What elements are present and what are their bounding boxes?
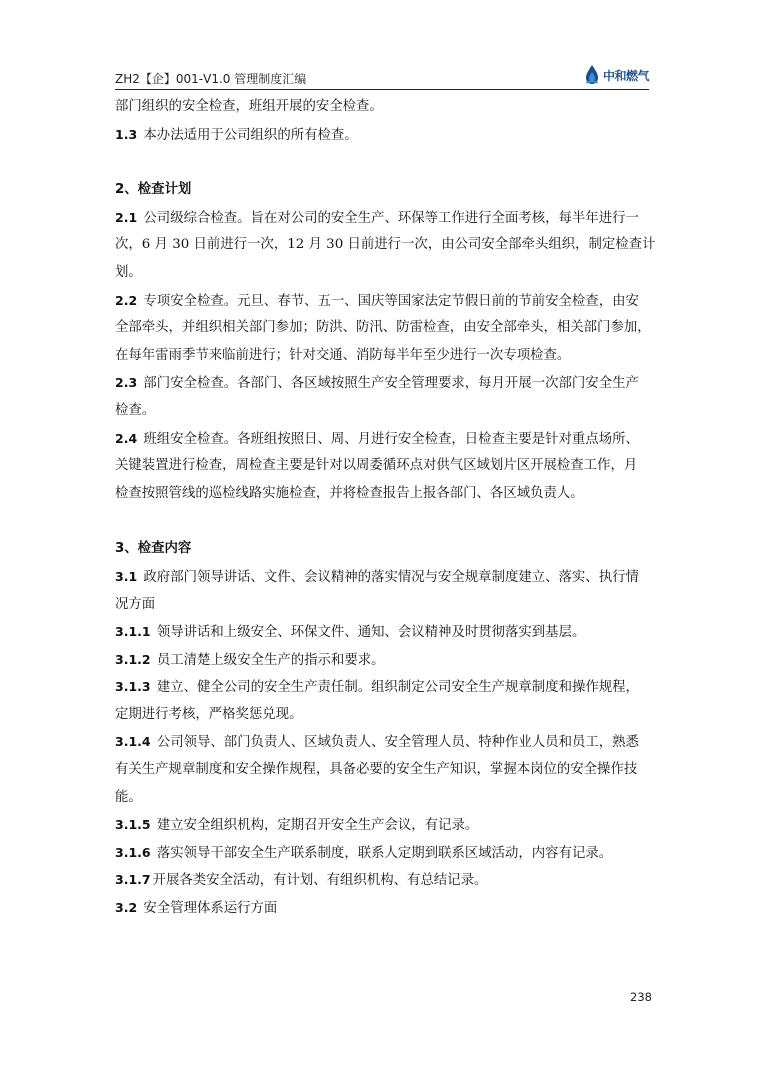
header-divider <box>115 89 649 90</box>
paragraph-line: 3.1.2 员工清楚上级安全生产的指示和要求。 <box>115 651 385 668</box>
paragraph-line: 检查按照管线的巡检线路实施检查，并将检查报告上报各部门、各区域负责人。 <box>115 485 584 501</box>
clause-number: 2.4 <box>115 430 138 446</box>
section-heading: 2、检查计划 <box>115 182 192 198</box>
paragraph-line: 全部牵头，并组织相关部门参加；防洪、防汛、防雷检查，由安全部牵头，相关部门参加， <box>115 320 651 336</box>
paragraph-line: 部门组织的安全检查，班组开展的安全检查。 <box>115 99 383 114</box>
clause-number: 3.1 <box>115 568 138 584</box>
clause-number: 1.3 <box>115 126 138 142</box>
paragraph-line: 定期进行考核，严格奖惩兑现。 <box>115 706 303 722</box>
paragraph-line: 3.1.1 领导讲话和上级安全、环保文件、通知、会议精神及时贯彻落实到基层。 <box>115 624 586 641</box>
clause-number: 3.1.2 <box>115 651 151 667</box>
document-body <box>115 93 655 922</box>
paragraph-line: 2.1 公司级综合检查。旨在对公司的安全生产、环保等工作进行全面考核，每半年进行一 <box>115 209 639 226</box>
paragraph-line: 3.1.7 开展各类安全活动，有计划、有组织机构、有总结记录。 <box>115 872 488 889</box>
company-logo <box>584 62 649 88</box>
paragraph-line: 在每年雷雨季节来临前进行；针对交通、消防每半年至少进行一次专项检查。 <box>115 347 571 363</box>
paragraph-line: 3.1.3 建立、健全公司的安全生产责任制。组织制定公司安全生产规章制度和操作规程， <box>115 679 639 696</box>
clause-number: 2.2 <box>115 292 138 308</box>
paragraph-line: 检查。 <box>115 402 156 418</box>
clause-number: 2.1 <box>115 209 138 225</box>
paragraph-line: 关键装置进行检查，周检查主要是针对以周委循环点对供气区域划片区开展检查工作，月 <box>115 458 638 474</box>
section-heading: 3、检查内容 <box>115 541 192 557</box>
clause-number: 3.1.1 <box>115 624 151 640</box>
page-number: 238 <box>630 990 652 1004</box>
paragraph-line: 3.1.4 公司领导、部门负责人、区域负责人、安全管理人员、特种作业人员和员工，熟悉 <box>115 734 639 751</box>
header-title: ZH2【企】001-V1.0 管理制度汇编 <box>115 72 307 86</box>
paragraph-line: 1.3 本办法适用于公司组织的所有检查。 <box>115 126 358 143</box>
paragraph-line: 划。 <box>115 264 142 280</box>
clause-number: 2.3 <box>115 375 138 391</box>
paragraph-line: 2.2 专项安全检查。元旦、春节、五一、国庆等国家法定节假日前的节前安全检查，由安 <box>115 292 639 309</box>
clause-number: 3.1.6 <box>115 844 151 860</box>
clause-number: 3.1.7 <box>115 872 151 888</box>
paragraph-line: 能。 <box>115 789 142 805</box>
paragraph-line: 2.4 班组安全检查。各班组按照日、周、月进行安全检查，日检查主要是针对重点场所、 <box>115 430 639 447</box>
paragraph-line: 有关生产规章制度和安全操作规程，具备必要的安全生产知识，掌握本岗位的安全操作技 <box>115 762 638 778</box>
paragraph-line: 3.2 安全管理体系运行方面 <box>115 900 278 917</box>
clause-number: 3.1.3 <box>115 679 151 695</box>
flame-drop-icon <box>584 64 600 86</box>
paragraph-line: 3.1.6 落实领导干部安全生产联系制度，联系人定期到联系区域活动，内容有记录。 <box>115 844 613 861</box>
page-header <box>115 62 649 88</box>
logo-text: 中和燃气 <box>602 68 649 83</box>
paragraph-line: 况方面 <box>115 596 156 612</box>
paragraph-line: 3.1.5 建立安全组织机构，定期召开安全生产会议，有记录。 <box>115 817 479 834</box>
paragraph-line: 次，6 月 30 日前进行一次，12 月 30 日前进行一次，由公司安全部牵头组织，制定检查计 <box>115 237 655 253</box>
clause-number: 3.1.4 <box>115 734 151 750</box>
clause-number: 3.2 <box>115 900 138 916</box>
paragraph-line: 2.3 部门安全检查。各部门、各区域按照生产安全管理要求，每月开展一次部门安全生产 <box>115 375 639 392</box>
paragraph-line: 3.1 政府部门领导讲话、文件、会议精神的落实情况与安全规章制度建立、落实、执行情 <box>115 568 639 585</box>
clause-number: 3.1.5 <box>115 817 151 833</box>
